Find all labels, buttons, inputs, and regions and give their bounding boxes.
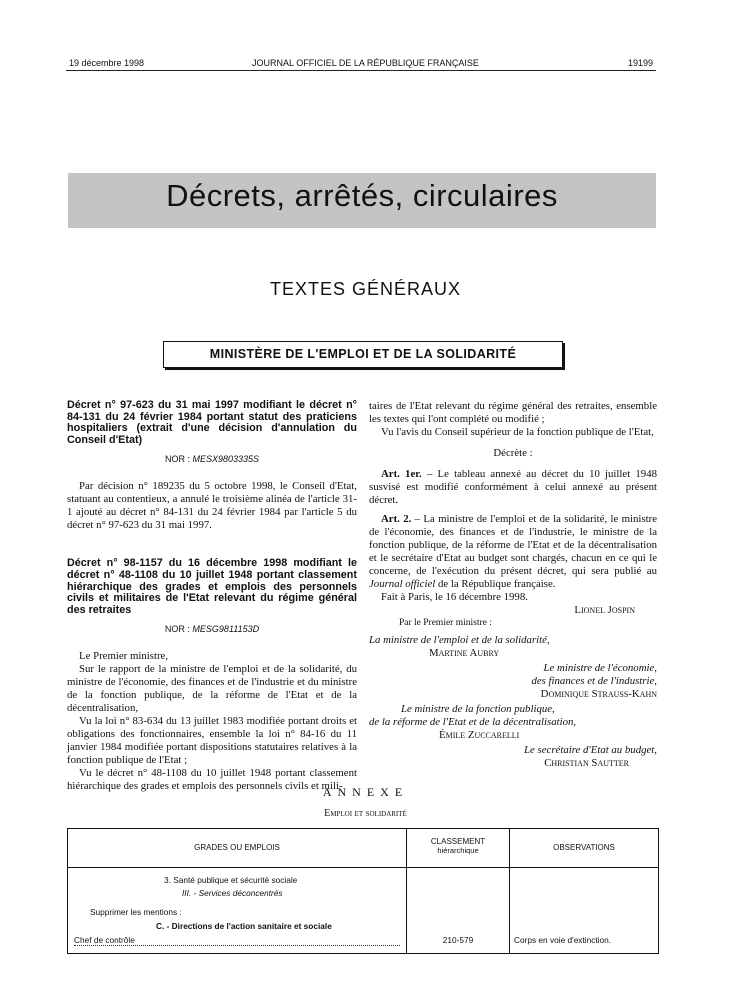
annex-subtitle: Emploi et solidarité: [324, 808, 407, 819]
decree2-decrete: Décrète :: [493, 447, 533, 459]
grade-label: Chef de contrôle: [74, 935, 135, 945]
role-fonction-publique-1: Le ministre de la fonction publique,: [401, 703, 555, 715]
left-column: [67, 400, 357, 793]
journal-name: Journal officiel: [369, 578, 436, 590]
nor-label: NOR :: [164, 454, 190, 465]
row-chef-de-controle: [74, 935, 400, 946]
article-text-end: de la République française.: [435, 578, 556, 590]
annex-table: [67, 828, 659, 954]
role-emploi: La ministre de l'emploi et de la solidarité,: [369, 634, 550, 646]
header-classement: [407, 837, 509, 855]
row-directions: C. - Directions de l'action sanitaire et sociale: [156, 921, 332, 931]
signer-pm: Lionel Jospin: [574, 604, 635, 616]
header-observations: OBSERVATIONS: [553, 843, 615, 852]
decree2-article-2: [369, 513, 657, 591]
decree2-para-3: Vu le décret n° 48-1108 du 10 juillet 1948 portant classement hiérarchique des grades et emplois des personnels civils et mili-: [67, 767, 357, 793]
article-label: Art. 2.: [381, 513, 412, 525]
decree2-intro: Le Premier ministre,: [79, 650, 169, 663]
decree2-para-1: Sur le rapport de la ministre de l'emploi et de la solidarité, du ministre de l'économie, des finances et de l'industrie et du ministre de la fonction publique, de la réforme de l'Etat et de la décentralisation,: [67, 663, 357, 715]
header-classement-line2: hiérarchique: [437, 846, 479, 855]
banner-title: Décrets, arrêtés, circulaires: [166, 178, 558, 213]
section-title: TEXTES GÉNÉRAUX: [269, 279, 462, 299]
role-economie-2: des finances et de l'industrie,: [531, 675, 657, 687]
nor-label: NOR :: [164, 624, 190, 635]
decree1-nor: [67, 453, 357, 466]
decree2-para-2: Vu la loi n° 83-634 du 13 juillet 1983 modifiée portant droits et obligations des fonctionnaires, ensemble la loi n° 84-16 du 11 janvier 1984 modifiée portant dispositions statutaires relatives à la fonction publique de l'Etat ;: [67, 715, 357, 767]
nor-code: MESX9803335S: [192, 454, 260, 465]
section-banner: [68, 173, 656, 228]
row-supprimer: Supprimer les mentions :: [90, 907, 182, 917]
decree2-para-3-cont: taires de l'Etat relevant du régime général des retraites, ensemble les textes qui l'ont complété ou modifié ;: [369, 400, 657, 425]
row-services-deconcentres: III. - Services déconcentrés: [182, 888, 283, 898]
article-text: – La ministre de l'emploi et de la solidarité, le ministre de l'économie, des finances et de l'industrie, le ministre de la fonction publique, de la réforme de l'Etat et de la décentralisation et le secrétaire d'Etat au budget sont chargés, chacun en ce qui le concerne, de l'exécution du présent décret, qui sera publié au: [369, 513, 657, 577]
decree2-article-1: [369, 468, 657, 507]
signer-emploi: Martine Aubry: [429, 647, 500, 659]
classement-value: 210-579: [442, 935, 474, 945]
decree2-para-4: Vu l'avis du Conseil supérieur de la fonction publique de l'Etat,: [381, 426, 654, 438]
nor-code: MESG9811153D: [192, 624, 260, 635]
role-budget: Le secrétaire d'Etat au budget,: [524, 744, 657, 756]
decree2-nor: [67, 623, 357, 636]
header-classement-line1: CLASSEMENT: [430, 837, 486, 846]
header-date: 19 décembre 1998: [69, 58, 145, 68]
right-column: [369, 400, 657, 770]
role-economie-1: Le ministre de l'économie,: [543, 662, 657, 674]
header-page-number: 19199: [627, 58, 653, 68]
ministry-box: [163, 341, 563, 368]
decree1-title: Décret n° 97-623 du 31 mai 1997 modifiant le décret n° 84-131 du 24 février 1984 portant statut des praticiens hospitaliers (extrait d'une décision d'annulation du Conseil d'Etat): [67, 399, 357, 446]
signer-economie: Dominique Strauss-Kahn: [540, 688, 657, 700]
row-sante-publique: 3. Santé publique et sécurité sociale: [164, 875, 298, 885]
decree2-title: Décret n° 98-1157 du 16 décembre 1998 modifiant le décret n° 48-1108 du 10 juillet 1948 portant classement hiérarchique des grades et emplois des personnels civils et militaires de l'Etat relevant du régime général des retraites: [67, 557, 357, 616]
role-fonction-publique-2: de la réforme de l'Etat et de la décentralisation,: [369, 716, 577, 728]
annex-title: ANNEXE: [322, 785, 409, 799]
header-journal-title: JOURNAL OFFICIEL DE LA RÉPUBLIQUE FRANÇAISE: [252, 58, 479, 68]
article-text: – Le tableau annexé au décret du 10 juillet 1948 susvisé est modifié conformément à celui annexé au présent décret.: [369, 468, 657, 506]
ministry-name: MINISTÈRE DE L'EMPLOI ET DE LA SOLIDARITÉ: [209, 347, 517, 361]
signer-budget: Christian Sautter: [544, 757, 629, 769]
decree1-body: Par décision n° 189235 du 5 octobre 1998, le Conseil d'Etat, statuant au contentieux, a annulé le troisième alinéa de l'article 31-1 ajouté au décret n° 84-131 du 24 février 1984 par l'article 5 du décret n° 97-623 du 31 mai 1997.: [67, 480, 357, 532]
header-grades: GRADES OU EMPLOIS: [194, 843, 280, 852]
table-header-rule: [68, 867, 658, 868]
signer-fonction-publique: Émile Zuccarelli: [439, 729, 520, 741]
observation-value: Corps en voie d'extinction.: [514, 935, 612, 945]
header-rule: [66, 70, 656, 71]
par-premier-ministre: Par le Premier ministre :: [399, 618, 492, 628]
article-label: Art. 1er.: [381, 468, 422, 480]
decree2-fait: Fait à Paris, le 16 décembre 1998.: [381, 591, 528, 603]
